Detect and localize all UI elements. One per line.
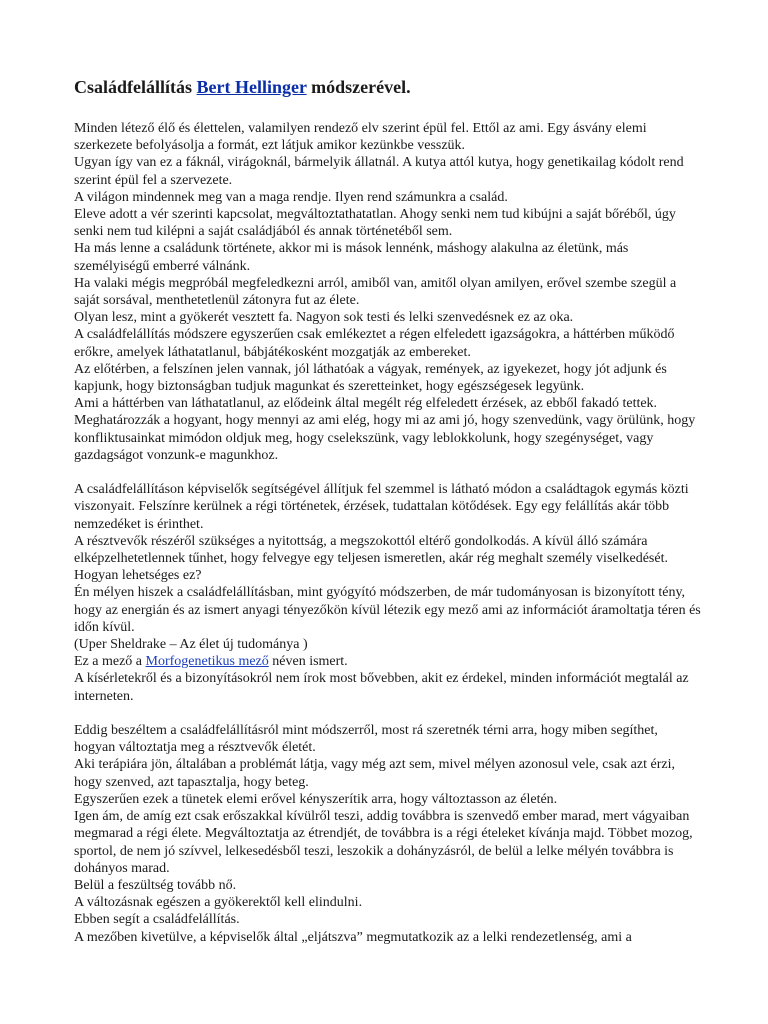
morphogenetic-field-line [74,653,702,670]
bert-hellinger-link[interactable]: Bert Hellinger [196,77,307,97]
paragraph: Ugyan így van ez a fáknál, virágoknál, bármelyik állatnál. A kutya attól kutya, hogy genetikailag kódolt rend szerint épül fel a szervezete. [74,155,684,188]
paragraph: Eleve adott a vér szerinti kapcsolat, megváltoztathatatlan. Ahogy senki nem tud kibújni a saját bőréből, úgy senki nem tud kilépni a saját családjából és annak történetéből sem. [74,207,676,240]
field-line-prefix: Ez a mező a [74,654,146,670]
paragraph: Igen ám, de amíg ezt csak erőszakkal kívülről teszi, addig továbbra is szenvedő ember marad, mert vágyaiban megmarad a régi élete. Megváltoztatja az étrendjét, de továbbra is a régi ételeket kívánja majd. Többet mozog, sportol, de nem jó szívvel, lelkesedésből teszi, leszokik a dohányzásról, de belül a lelke mélyén továbbra is dohányos marad. [74,809,693,876]
paragraph: A világon mindennek meg van a maga rendje. Ilyen rend számunkra a család. [74,189,508,205]
paragraph: Én mélyen hiszek a családfelállításban, mint gyógyító módszerben, de már tudományosan is bizonyított tény, hogy az energián és az ismert anyagi tényezőkön kívül létezik egy mező ami az információt áramoltatja téren és időn kívül. [74,585,701,635]
paragraph: A résztvevők részéről szükséges a nyitottság, a megszokottól eltérő gondolkodás. A kívül álló számára elképzelhetetlennek tűnhet, hogy felvegye egy teljesen ismeretlen, akár rég meghalt személy viselkedését. [74,533,668,567]
page-title [74,76,411,98]
paragraph: Az előtérben, a felszínen jelen vannak, jól láthatóak a vágyak, remények, az igyekezet, hogy jót adjunk és kapjunk, hogy biztonságban tudjuk magunkat és szeretteinket, hogy egészségesek legyünk. [74,361,667,395]
paragraph: Eddig beszéltem a családfelállításról mint módszerről, most rá szeretnék térni arra, hogy miben segíthet, hogyan változtatja meg a résztvevők életét. [74,723,658,756]
title-suffix: módszerével. [306,77,411,97]
morphogenetic-field-link[interactable]: Morfogenetikus mező [145,654,269,670]
paragraph: A családfelállítás módszere egyszerűen csak emlékeztet a régen elfeledett igazságokra, a háttérben működő erőkre, amelyek láthatatlanul, bábjátékosként mozgatják az embereket. [74,327,675,360]
paragraph: Ami a háttérben van láthatatlanul, az elődeink által megélt rég elfeledett érzések, az ebből fakadó tettek. Meghatározzák a hogyant, hogy mennyi az ami elég, hogy mi az ami jó, hogy szenvedünk, vagy örülünk, hogy konfliktusainkat mimódon oldjuk meg, hogy cselekszünk, vagy leblokkolunk, hogy szegénységet, vagy gazdagságot vonzunk-e magunkhoz. [74,396,696,463]
paragraph: (Uper Sheldrake – Az élet új tudománya ) [74,637,308,653]
paragraph-spacer [74,705,702,722]
paragraph: Minden létező élő és élettelen, valamilyen rendező elv szerint épül fel. Ettől az ami. Egy ásvány elemi szerkezete befolyásolja a formát, ezt látjuk amikor kezünkbe vesszük. [74,121,647,154]
paragraph: Aki terápiára jön, általában a problémát látja, vagy még azt sem, mivel mélyen azonosul vele, csak azt érzi, hogy szenved, azt tapasztalja, hogy beteg. [74,757,675,790]
article-body [74,120,702,946]
title-prefix: Családfelállítás [74,77,197,97]
paragraph: A kísérletekről és a bizonyításokról nem írok most bővebben, akit ez érdekel, minden információt megtalál az interneten. [74,671,689,704]
paragraph: Hogyan lehetséges ez? [74,568,202,584]
paragraph: Olyan lesz, mint a gyökerét vesztett fa. Nagyon sok testi és lelki szenvedésnek ez az oka. [74,310,574,326]
paragraph: Ha más lenne a családunk története, akkor mi is mások lennénk, máshogy alakulna az életünk, más személyiségű emberré válnánk. [74,241,629,274]
field-line-suffix: néven ismert. [268,654,348,670]
paragraph: A családfelállításon képviselők segítségével állítjuk fel szemmel is látható módon a családtagok egymás közti viszonyait. Felszínre kerülnek a régi történetek, érzések, tudattalan kötődések. Egy egy felállítás akár több nemzedéket is érinthet. [74,482,689,532]
paragraph: Ebben segít a családfelállítás. [74,912,240,928]
paragraph: A változásnak egészen a gyökerektől kell elindulni. [74,895,363,911]
paragraph: Ha valaki mégis megpróbál megfeledkezni arról, amiből van, amitől olyan amilyen, erővel szembe szegül a saját sorsával, menthetetlenül zátonyra fut az élete. [74,275,677,309]
paragraph: A mezőben kivetülve, a képviselők által „eljátszva” megmutatkozik az a lelki rendezetlenség, ami a [74,929,632,945]
paragraph: Belül a feszültség tovább nő. [74,877,237,893]
paragraph-spacer [74,464,702,481]
paragraph: Egyszerűen ezek a tünetek elemi erővel kényszerítik arra, hogy változtasson az életén. [74,791,558,807]
